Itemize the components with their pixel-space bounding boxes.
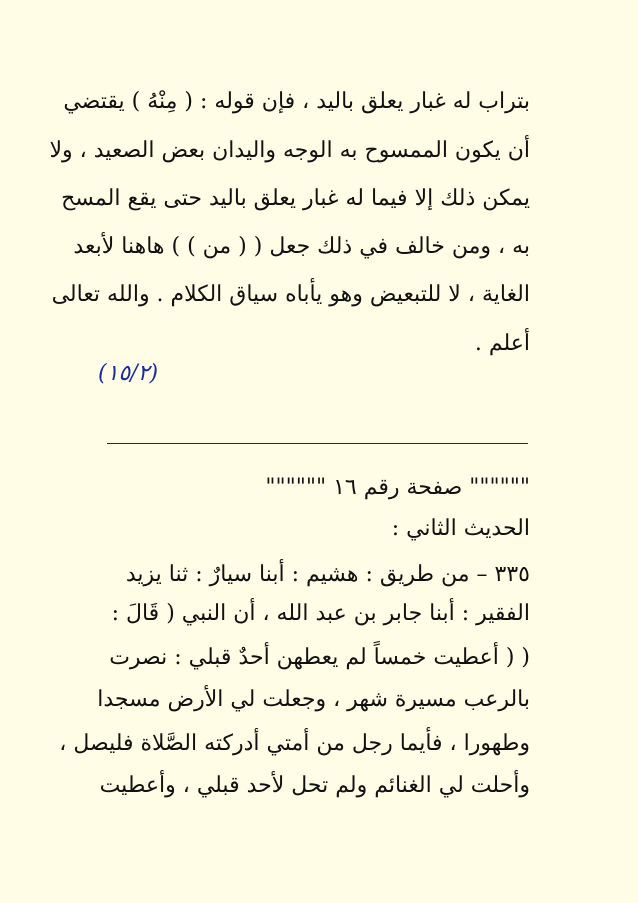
paragraph-line: أن يكون الممسوح به الوجه واليدان بعض الصعيد ، ولا <box>49 138 530 163</box>
paragraph-line: ٣٣٥ – من طريق : هشيم : أبنا سيارٌ : ثنا يزيد <box>125 562 530 587</box>
paragraph-line: ( ( أعطيت خمساً لم يعطهن أحدٌ قبلي : نصرت <box>109 645 530 670</box>
paragraph-line: بالرعب مسيرة شهر ، وجعلت لي الأرض مسجدا <box>97 687 530 712</box>
page-marker: """""" صفحة رقم ١٦ """""" <box>265 475 530 500</box>
page-reference: (١٥/٢) <box>98 361 159 386</box>
divider-line <box>107 443 528 444</box>
paragraph-line: أعلم . <box>474 331 530 356</box>
paragraph-line: يمكن ذلك إلا فيما له غبار يعلق باليد حتى يقع المسح <box>61 186 530 211</box>
paragraph-line: وأحلت لي الغنائم ولم تحل لأحد قبلي ، وأعطيت <box>99 773 530 798</box>
section-heading: الحديث الثاني : <box>391 516 530 541</box>
paragraph-line: وطهورا ، فأيما رجل من أمتي أدركته الصَّلاة فليصل ، <box>59 731 530 756</box>
paragraph-line: الفقير : أبنا جابر بن عبد الله ، أن النبي ( قَالَ : <box>111 601 530 626</box>
paragraph-line: به ، ومن خالف في ذلك جعل ( ( من ) ) هاهنا لأبعد <box>73 234 530 259</box>
paragraph-line: الغاية ، لا للتبعيض وهو يأباه سياق الكلام . والله تعالى <box>51 282 530 307</box>
paragraph-line: بتراب له غبار يعلق باليد ، فإن قوله : ( مِنْهُ ) يقتضي <box>63 89 530 114</box>
